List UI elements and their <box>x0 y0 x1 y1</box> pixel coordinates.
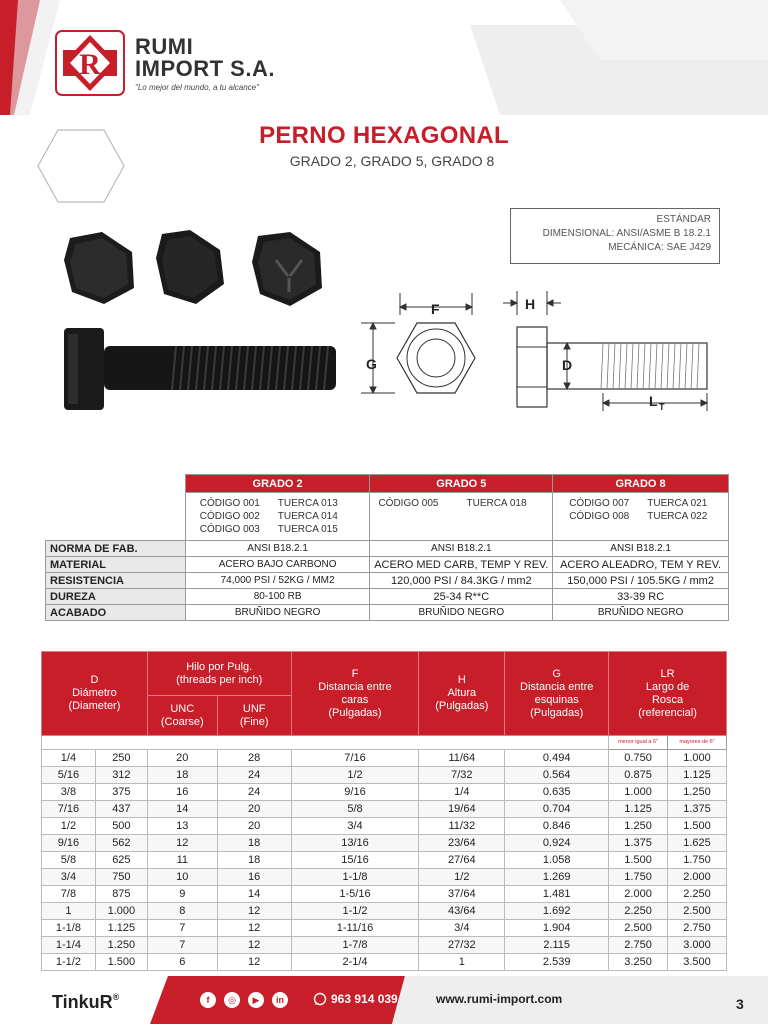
table-cell: 1.058 <box>505 852 609 869</box>
table-cell: 2.250 <box>668 886 727 903</box>
table-cell: 1.250 <box>668 784 727 801</box>
code-item: CÓDIGO 002 <box>199 511 260 522</box>
table-cell: 875 <box>95 886 147 903</box>
nut-item: TUERCA 022 <box>647 511 708 522</box>
grade-cell: 120,000 PSI / 84.3KG / mm2 <box>370 573 553 589</box>
table-cell: 2.750 <box>668 920 727 937</box>
table-cell: 1-5/16 <box>291 886 419 903</box>
table-cell: 0.704 <box>505 801 609 818</box>
table-cell: 23/64 <box>419 835 505 852</box>
grade-cell: 74,000 PSI / 52KG / MM2 <box>185 573 370 589</box>
table-cell: 7/8 <box>42 886 96 903</box>
dims-body <box>42 750 727 971</box>
table-row <box>42 937 727 954</box>
table-row <box>42 903 727 920</box>
table-cell: 9/16 <box>42 835 96 852</box>
table-cell: 14 <box>147 801 217 818</box>
partner-logo: TinkuR® <box>52 992 120 1012</box>
header-h: H Altura (Pulgadas) <box>419 652 505 736</box>
table-cell: 1-1/8 <box>42 920 96 937</box>
header-lr-short: menor igual a 6" <box>609 736 668 750</box>
table-cell: 20 <box>217 818 291 835</box>
table-cell: 0.846 <box>505 818 609 835</box>
table-cell: 1.904 <box>505 920 609 937</box>
table-cell: 0.564 <box>505 767 609 784</box>
grade-cell: BRUÑIDO NEGRO <box>185 605 370 621</box>
table-row <box>42 869 727 886</box>
table-cell: 37/64 <box>419 886 505 903</box>
table-cell: 10 <box>147 869 217 886</box>
product-title: PERNO HEXAGONAL <box>259 122 509 149</box>
brand-name-line1: RUMI <box>135 34 194 59</box>
bolt-photo <box>58 230 338 415</box>
brand-block <box>135 36 275 92</box>
grade-row-label: DUREZA <box>46 589 186 605</box>
table-cell: 1-7/8 <box>291 937 419 954</box>
product-subtitle: GRADO 2, GRADO 5, GRADO 8 <box>289 153 495 169</box>
header-g: G Distancia entre esquinas (Pulgadas) <box>505 652 609 736</box>
standard-box <box>510 208 720 264</box>
grade-cell: ANSI B18.2.1 <box>370 541 553 557</box>
grade-8-codes <box>553 493 729 541</box>
diagram-label-lt-sub: T <box>659 402 665 412</box>
diagram-label-f: F <box>431 301 440 317</box>
table-cell: 9/16 <box>291 784 419 801</box>
grade-row-dureza <box>46 589 729 605</box>
nut-item: TUERCA 021 <box>647 498 708 509</box>
grade-cell: 25-34 R**C <box>370 589 553 605</box>
table-cell: 312 <box>95 767 147 784</box>
table-cell: 1-1/4 <box>42 937 96 954</box>
whatsapp-icon <box>313 992 327 1006</box>
table-cell: 1.500 <box>609 852 668 869</box>
table-cell: 1.000 <box>668 750 727 767</box>
table-cell: 1/4 <box>419 784 505 801</box>
table-cell: 1 <box>419 954 505 971</box>
table-cell: 2-1/4 <box>291 954 419 971</box>
table-cell: 18 <box>217 835 291 852</box>
table-row <box>42 920 727 937</box>
table-cell: 20 <box>217 801 291 818</box>
website-link[interactable]: www.rumi-import.com <box>436 992 563 1006</box>
table-cell: 1.625 <box>668 835 727 852</box>
table-cell: 1 <box>42 903 96 920</box>
table-cell: 11 <box>147 852 217 869</box>
grade-row-label: RESISTENCIA <box>46 573 186 589</box>
linkedin-icon[interactable]: in <box>272 992 288 1008</box>
grade-cell: ACERO MED CARB, TEMP Y REV. <box>370 557 553 573</box>
table-cell: 12 <box>217 920 291 937</box>
grade-header-row <box>46 475 729 493</box>
table-row <box>42 784 727 801</box>
table-cell: 27/32 <box>419 937 505 954</box>
grade-cell: ACERO ALEADRO, TEM Y REV. <box>553 557 729 573</box>
table-cell: 12 <box>217 954 291 971</box>
table-cell: 3/8 <box>42 784 96 801</box>
grade-row-label: ACABADO <box>46 605 186 621</box>
header-threads: Hilo por Pulg. (threads per inch) <box>147 652 291 696</box>
table-cell: 375 <box>95 784 147 801</box>
table-cell: 1.750 <box>668 852 727 869</box>
diagram-label-h: H <box>525 296 536 312</box>
bolt-diagram <box>355 285 725 415</box>
dimensions-table <box>41 651 727 971</box>
table-cell: 3/4 <box>42 869 96 886</box>
table-cell: 0.750 <box>609 750 668 767</box>
table-row <box>42 818 727 835</box>
grade-codes-row <box>46 493 729 541</box>
table-cell: 1.481 <box>505 886 609 903</box>
table-cell: 1.375 <box>609 835 668 852</box>
grade-8-header: GRADO 8 <box>553 475 729 493</box>
table-cell: 12 <box>217 937 291 954</box>
table-cell: 500 <box>95 818 147 835</box>
table-cell: 5/16 <box>42 767 96 784</box>
grade-cell: ANSI B18.2.1 <box>185 541 370 557</box>
table-cell: 28 <box>217 750 291 767</box>
table-cell: 2.000 <box>668 869 727 886</box>
table-cell: 14 <box>217 886 291 903</box>
table-cell: 1-1/2 <box>291 903 419 920</box>
table-cell: 5/8 <box>42 852 96 869</box>
table-cell: 437 <box>95 801 147 818</box>
grade-cell: BRUÑIDO NEGRO <box>370 605 553 621</box>
table-cell: 7/16 <box>291 750 419 767</box>
table-cell: 1.250 <box>609 818 668 835</box>
table-cell: 1.269 <box>505 869 609 886</box>
table-cell: 0.875 <box>609 767 668 784</box>
table-cell: 1.692 <box>505 903 609 920</box>
table-cell: 0.924 <box>505 835 609 852</box>
table-cell: 15/16 <box>291 852 419 869</box>
facebook-icon[interactable]: f <box>200 992 216 1008</box>
table-cell: 24 <box>217 767 291 784</box>
table-cell: 1.750 <box>609 869 668 886</box>
table-cell: 0.494 <box>505 750 609 767</box>
standard-dimensional: DIMENSIONAL: ANSI/ASME B 18.2.1 <box>542 228 711 239</box>
table-cell: 2.500 <box>668 903 727 920</box>
table-cell: 1/2 <box>42 818 96 835</box>
grade-row-resistencia <box>46 573 729 589</box>
grade-5-header: GRADO 5 <box>370 475 553 493</box>
header-f: F Distancia entre caras (Pulgadas) <box>291 652 419 736</box>
table-cell: 1/4 <box>42 750 96 767</box>
grade-row-norma <box>46 541 729 557</box>
whatsapp-phone[interactable] <box>313 992 398 1006</box>
brand-name-line2: IMPORT S.A. <box>135 56 275 81</box>
table-cell: 8 <box>147 903 217 920</box>
dims-header-row-3 <box>42 736 727 750</box>
nut-item: TUERCA 015 <box>277 524 338 535</box>
header-unf: UNF (Fine) <box>217 696 291 736</box>
table-cell: 1.000 <box>95 903 147 920</box>
logo-letter: R <box>79 48 101 81</box>
code-item: CÓDIGO 005 <box>378 498 439 509</box>
table-row <box>42 835 727 852</box>
youtube-icon[interactable]: ▶ <box>248 992 264 1008</box>
table-cell: 7 <box>147 937 217 954</box>
table-cell: 3/4 <box>419 920 505 937</box>
table-cell: 2.115 <box>505 937 609 954</box>
table-cell: 20 <box>147 750 217 767</box>
dims-header-row-1 <box>42 652 727 696</box>
table-cell: 2.750 <box>609 937 668 954</box>
table-cell: 7/32 <box>419 767 505 784</box>
table-row <box>42 767 727 784</box>
table-cell: 13/16 <box>291 835 419 852</box>
diagram-label-lt: L <box>649 393 658 409</box>
table-row <box>42 750 727 767</box>
header-diameter: D Diámetro (Diameter) <box>42 652 148 736</box>
table-cell: 43/64 <box>419 903 505 920</box>
table-cell: 16 <box>217 869 291 886</box>
social-links <box>200 992 288 1008</box>
table-cell: 1-1/2 <box>42 954 96 971</box>
header-unc: UNC (Coarse) <box>147 696 217 736</box>
grade-cell: 33-39 RC <box>553 589 729 605</box>
table-cell: 2.500 <box>609 920 668 937</box>
grade-table <box>45 474 729 621</box>
grade-cell: ANSI B18.2.1 <box>553 541 729 557</box>
grade-row-material <box>46 557 729 573</box>
header-lr-long: mayores de 6" <box>668 736 727 750</box>
table-cell: 1.125 <box>609 801 668 818</box>
table-cell: 0.635 <box>505 784 609 801</box>
code-item: CÓDIGO 003 <box>199 524 260 535</box>
table-cell: 3.250 <box>609 954 668 971</box>
grade-cell: BRUÑIDO NEGRO <box>553 605 729 621</box>
grade-2-codes <box>185 493 370 541</box>
table-cell: 1-11/16 <box>291 920 419 937</box>
table-cell: 7 <box>147 920 217 937</box>
table-cell: 1-1/8 <box>291 869 419 886</box>
grade-cell: 80-100 RB <box>185 589 370 605</box>
grade-corner <box>46 475 186 493</box>
table-cell: 1.125 <box>668 767 727 784</box>
table-cell: 1.375 <box>668 801 727 818</box>
company-logo <box>55 30 125 96</box>
code-item: CÓDIGO 001 <box>199 498 260 509</box>
table-cell: 3/4 <box>291 818 419 835</box>
table-cell: 1/2 <box>291 767 419 784</box>
table-cell: 1.125 <box>95 920 147 937</box>
grade-row-label: NORMA DE FAB. <box>46 541 186 557</box>
grade-row-label: MATERIAL <box>46 557 186 573</box>
grade-row-acabado <box>46 605 729 621</box>
table-cell: 1/2 <box>419 869 505 886</box>
grade-cell: ACERO BAJO CARBONO <box>185 557 370 573</box>
grade-2-header: GRADO 2 <box>185 475 370 493</box>
instagram-icon[interactable]: ◎ <box>224 992 240 1008</box>
table-cell: 2.250 <box>609 903 668 920</box>
brand-slogan: "Lo mejor del mundo, a tu alcance" <box>135 83 259 92</box>
standard-mechanical: MECÁNICA: SAE J429 <box>608 242 711 253</box>
code-item: CÓDIGO 008 <box>569 511 630 522</box>
table-cell: 5/8 <box>291 801 419 818</box>
table-row <box>42 801 727 818</box>
table-cell: 11/32 <box>419 818 505 835</box>
nut-item: TUERCA 014 <box>277 511 338 522</box>
phone-number: 963 914 039 <box>331 992 398 1006</box>
table-cell: 1.500 <box>668 818 727 835</box>
table-cell: 18 <box>147 767 217 784</box>
nut-item: TUERCA 018 <box>466 498 527 509</box>
table-cell: 1.250 <box>95 937 147 954</box>
table-cell: 2.539 <box>505 954 609 971</box>
code-item: CÓDIGO 007 <box>569 498 630 509</box>
table-cell: 12 <box>147 835 217 852</box>
table-cell: 7/16 <box>42 801 96 818</box>
table-cell: 625 <box>95 852 147 869</box>
table-cell: 18 <box>217 852 291 869</box>
grade-5-codes <box>370 493 553 541</box>
table-cell: 9 <box>147 886 217 903</box>
table-cell: 3.000 <box>668 937 727 954</box>
table-cell: 16 <box>147 784 217 801</box>
table-cell: 13 <box>147 818 217 835</box>
standard-heading: ESTÁNDAR <box>656 214 711 225</box>
table-cell: 1.500 <box>95 954 147 971</box>
nut-item: TUERCA 013 <box>277 498 338 509</box>
table-cell: 6 <box>147 954 217 971</box>
table-cell: 12 <box>217 903 291 920</box>
table-cell: 27/64 <box>419 852 505 869</box>
table-row <box>42 886 727 903</box>
table-cell: 250 <box>95 750 147 767</box>
grade-cell: 150,000 PSI / 105.5KG / mm2 <box>553 573 729 589</box>
table-cell: 1.000 <box>609 784 668 801</box>
diagram-label-g: G <box>366 356 377 372</box>
page-number: 3 <box>736 996 744 1012</box>
table-cell: 562 <box>95 835 147 852</box>
diagram-label-d: D <box>562 357 573 373</box>
table-row <box>42 852 727 869</box>
table-cell: 11/64 <box>419 750 505 767</box>
table-cell: 19/64 <box>419 801 505 818</box>
table-cell: 750 <box>95 869 147 886</box>
table-cell: 24 <box>217 784 291 801</box>
header-lr: LR Largo de Rosca (referencial) <box>609 652 727 736</box>
table-cell: 2.000 <box>609 886 668 903</box>
table-cell: 3.500 <box>668 954 727 971</box>
